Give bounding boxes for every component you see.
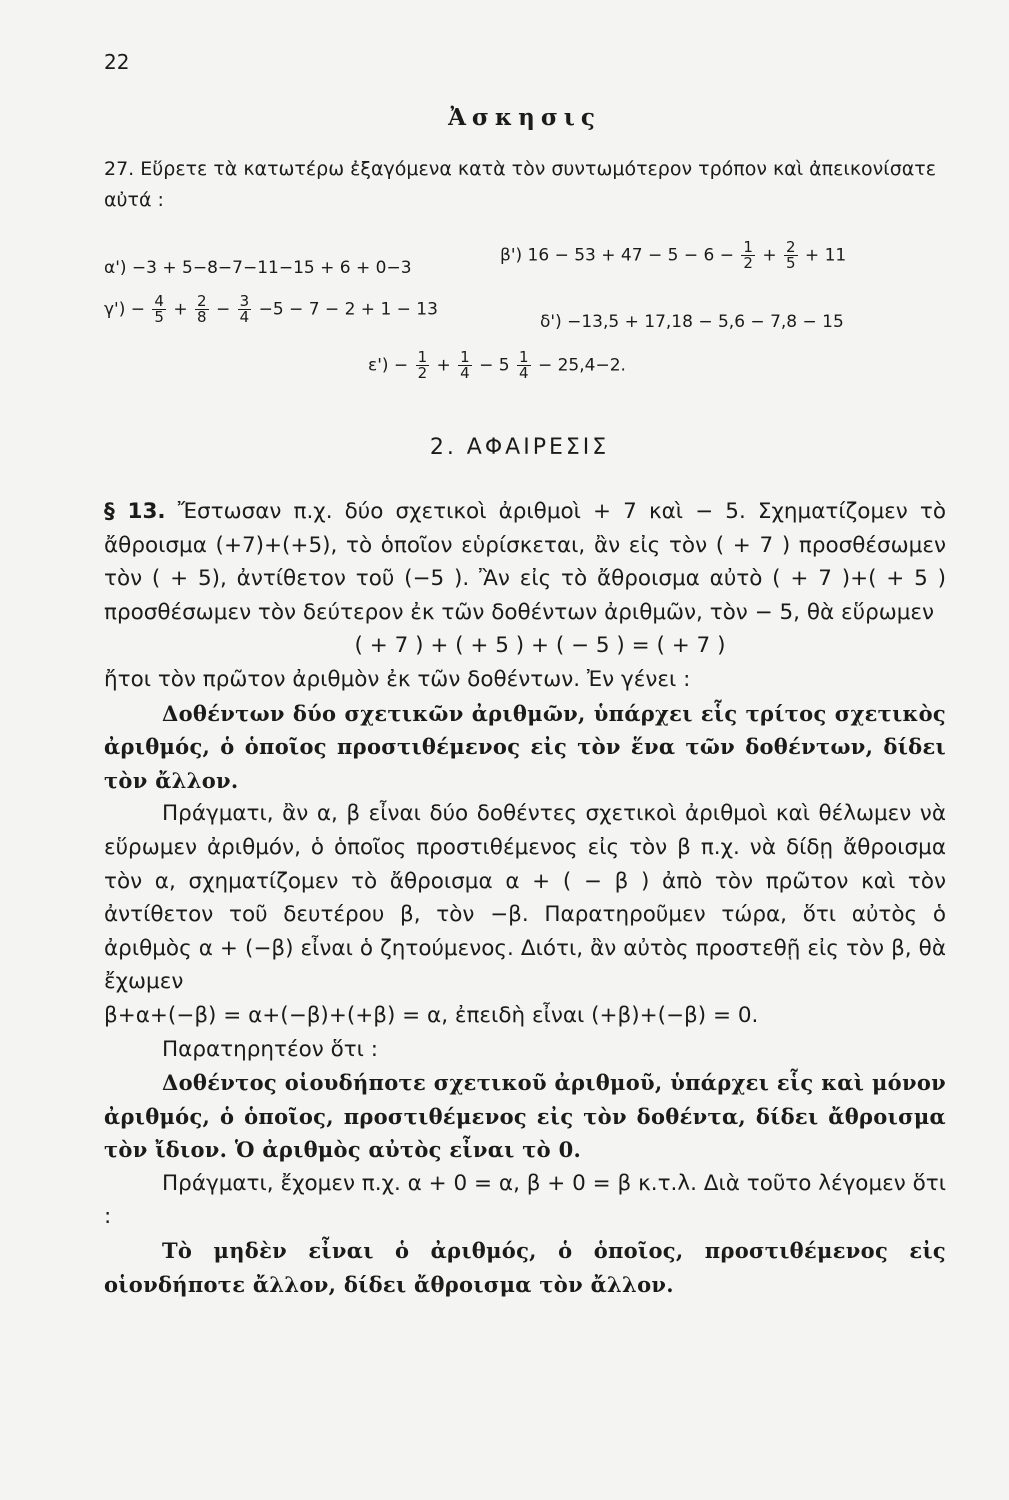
denominator: 2 bbox=[417, 364, 428, 382]
exercise-intro bbox=[104, 154, 944, 216]
operator: + bbox=[173, 299, 188, 320]
exercise-b-prefix: β') 16 − 53 + 47 − 5 − 6 − bbox=[500, 245, 734, 266]
equation-1: ( + 7 ) + ( + 5 ) + ( − 5 ) = ( + 7 ) bbox=[354, 633, 726, 659]
exercise-a: α') −3 + 5−8−7−11−15 + 6 + 0−3 bbox=[104, 258, 412, 278]
exercise-number: 27. bbox=[104, 158, 135, 180]
paragraph-4: Παρατηρητέον ὅτι : bbox=[162, 1036, 379, 1062]
exercise-d: δ') −13,5 + 17,18 − 5,6 − 7,8 − 15 bbox=[540, 312, 844, 332]
exercise-b bbox=[500, 240, 846, 271]
fraction bbox=[458, 350, 472, 381]
section-body bbox=[104, 495, 946, 1301]
rule-1: Δοθέντων δύο σχετικῶν ἀριθμῶν, ὑπάρχει εἷς τρίτος σχετικὸς ἀριθμός, ὁ ὁποῖος προστιθέμενος εἰς τὸν ἕνα τῶν δοθέντων, δίδει τὸν ἄλλον. bbox=[104, 700, 946, 793]
denominator: 4 bbox=[460, 364, 470, 382]
numerator: 2 bbox=[197, 292, 207, 310]
denominator: 2 bbox=[743, 254, 753, 272]
denominator: 4 bbox=[239, 308, 250, 326]
numerator: 1 bbox=[519, 348, 529, 366]
fraction bbox=[416, 350, 430, 381]
exercise-e-suffix: − 25,4−2. bbox=[537, 355, 626, 376]
exercise-instruction: Εὕρετε τὰ κατωτέρω ἐξαγόμενα κατὰ τὸν συντωμότερον τρόπον καὶ ἀπεικονίσατε αὐτά : bbox=[104, 158, 936, 211]
fraction bbox=[195, 294, 209, 325]
denominator: 4 bbox=[519, 364, 529, 382]
denominator: 5 bbox=[785, 254, 796, 272]
fraction bbox=[784, 240, 798, 271]
paragraph-5: Πράγματι, ἔχομεν π.χ. α + 0 = α, β + 0 = β κ.τ.λ. Διὰ τοῦτο λέγομεν ὅτι : bbox=[104, 1170, 946, 1230]
section-mark: § 13. bbox=[104, 499, 166, 524]
equation-2: β+α+(−β) = α+(−β)+(+β) = α, ἐπειδὴ εἶναι (+β)+(−β) = 0. bbox=[104, 1002, 759, 1028]
numerator: 1 bbox=[417, 348, 428, 366]
exercises-title: Ἀσκησις bbox=[448, 104, 601, 131]
paragraph-1 bbox=[104, 495, 946, 629]
numerator: 2 bbox=[785, 238, 796, 256]
operator: − 5 bbox=[479, 355, 510, 376]
fraction bbox=[152, 294, 166, 325]
fraction bbox=[741, 240, 755, 271]
paragraph-1-text: Ἔστωσαν π.χ. δύο σχετικοὶ ἀριθμοὶ + 7 καὶ − 5. Σχηματίζομεν τὸ ἄθροισμα (+7)+(+5), τὸ ὁποῖον εὑρίσκεται, ἂν εἰς τὸν ( + 7 ) προσθέσωμεν τὸν ( + 5), ἀντίθετον τοῦ (−5 ). Ἂν εἰς τὸ ἄθροισμα αὐτὸ ( + 7 )+( + 5 ) προσθέσωμεν τὸν δεύτερον ἐκ τῶν δοθέντων ἀριθμῶν, τὸν − 5, θὰ εὕρωμεν bbox=[104, 499, 946, 625]
fraction bbox=[238, 294, 252, 325]
exercise-c-prefix: γ') − bbox=[104, 299, 146, 320]
denominator: 8 bbox=[197, 308, 207, 326]
numerator: 1 bbox=[743, 238, 753, 256]
denominator: 5 bbox=[154, 308, 164, 326]
operator: + bbox=[762, 245, 777, 266]
paragraph-3: Πράγματι, ἂν α, β εἶναι δύο δοθέντες σχετικοὶ ἀριθμοὶ καὶ θέλωμεν νὰ εὕρωμεν ἀριθμόν, ὁ ὁποῖος προστιθέμενος εἰς τὸν β π.χ. νὰ δίδῃ ἄθροισμα τὸν α, σχηματίζομεν τὸ ἄθροισμα α + ( − β ) ἀπὸ τὸν πρῶτον καὶ τὸν ἀντίθετον τοῦ δευτέρου β, τὸν −β. Παρατηροῦμεν τώρα, ὅτι αὐτὸς ὁ ἀριθμὸς α + (−β) εἶναι ὁ ζητούμενος. Διότι, ἂν αὐτὸς προστεθῇ εἰς τὸν β, θὰ ἔχωμεν bbox=[104, 801, 946, 995]
exercise-c-suffix: −5 − 7 − 2 + 1 − 13 bbox=[258, 299, 438, 320]
operator: − bbox=[215, 299, 231, 320]
page-number: 22 bbox=[104, 50, 130, 74]
rule-3: Τὸ μηδὲν εἶναι ὁ ἀριθμός, ὁ ὁποῖος, προστιθέμενος εἰς οἱονδήποτε ἄλλον, δίδει ἄθροισμα τὸν ἄλλον. bbox=[104, 1238, 946, 1297]
exercise-c bbox=[104, 294, 438, 325]
operator: + bbox=[436, 355, 451, 376]
numerator: 3 bbox=[239, 292, 250, 310]
rule-2: Δοθέντος οἱουδήποτε σχετικοῦ ἀριθμοῦ, ὑπάρχει εἷς καὶ μόνον ἀριθμός, ὁ ὁποῖος, προστιθέμενος εἰς τὸν δοθέντα, δίδει ἄθροισμα τὸν ἴδιον. Ὁ ἀριθμὸς αὐτὸς εἶναι τὸ 0. bbox=[104, 1070, 946, 1163]
numerator: 1 bbox=[460, 348, 470, 366]
section-title: 2. ΑΦΑΙΡΕΣΙΣ bbox=[429, 435, 610, 460]
exercise-b-suffix: + 11 bbox=[804, 245, 847, 266]
exercise-e bbox=[368, 350, 626, 381]
fraction bbox=[517, 350, 531, 381]
numerator: 4 bbox=[154, 292, 164, 310]
exercise-e-prefix: ε') − bbox=[368, 355, 409, 376]
paragraph-2: ἤτοι τὸν πρῶτον ἀριθμὸν ἐκ τῶν δοθέντων. Ἐν γένει : bbox=[104, 666, 691, 692]
